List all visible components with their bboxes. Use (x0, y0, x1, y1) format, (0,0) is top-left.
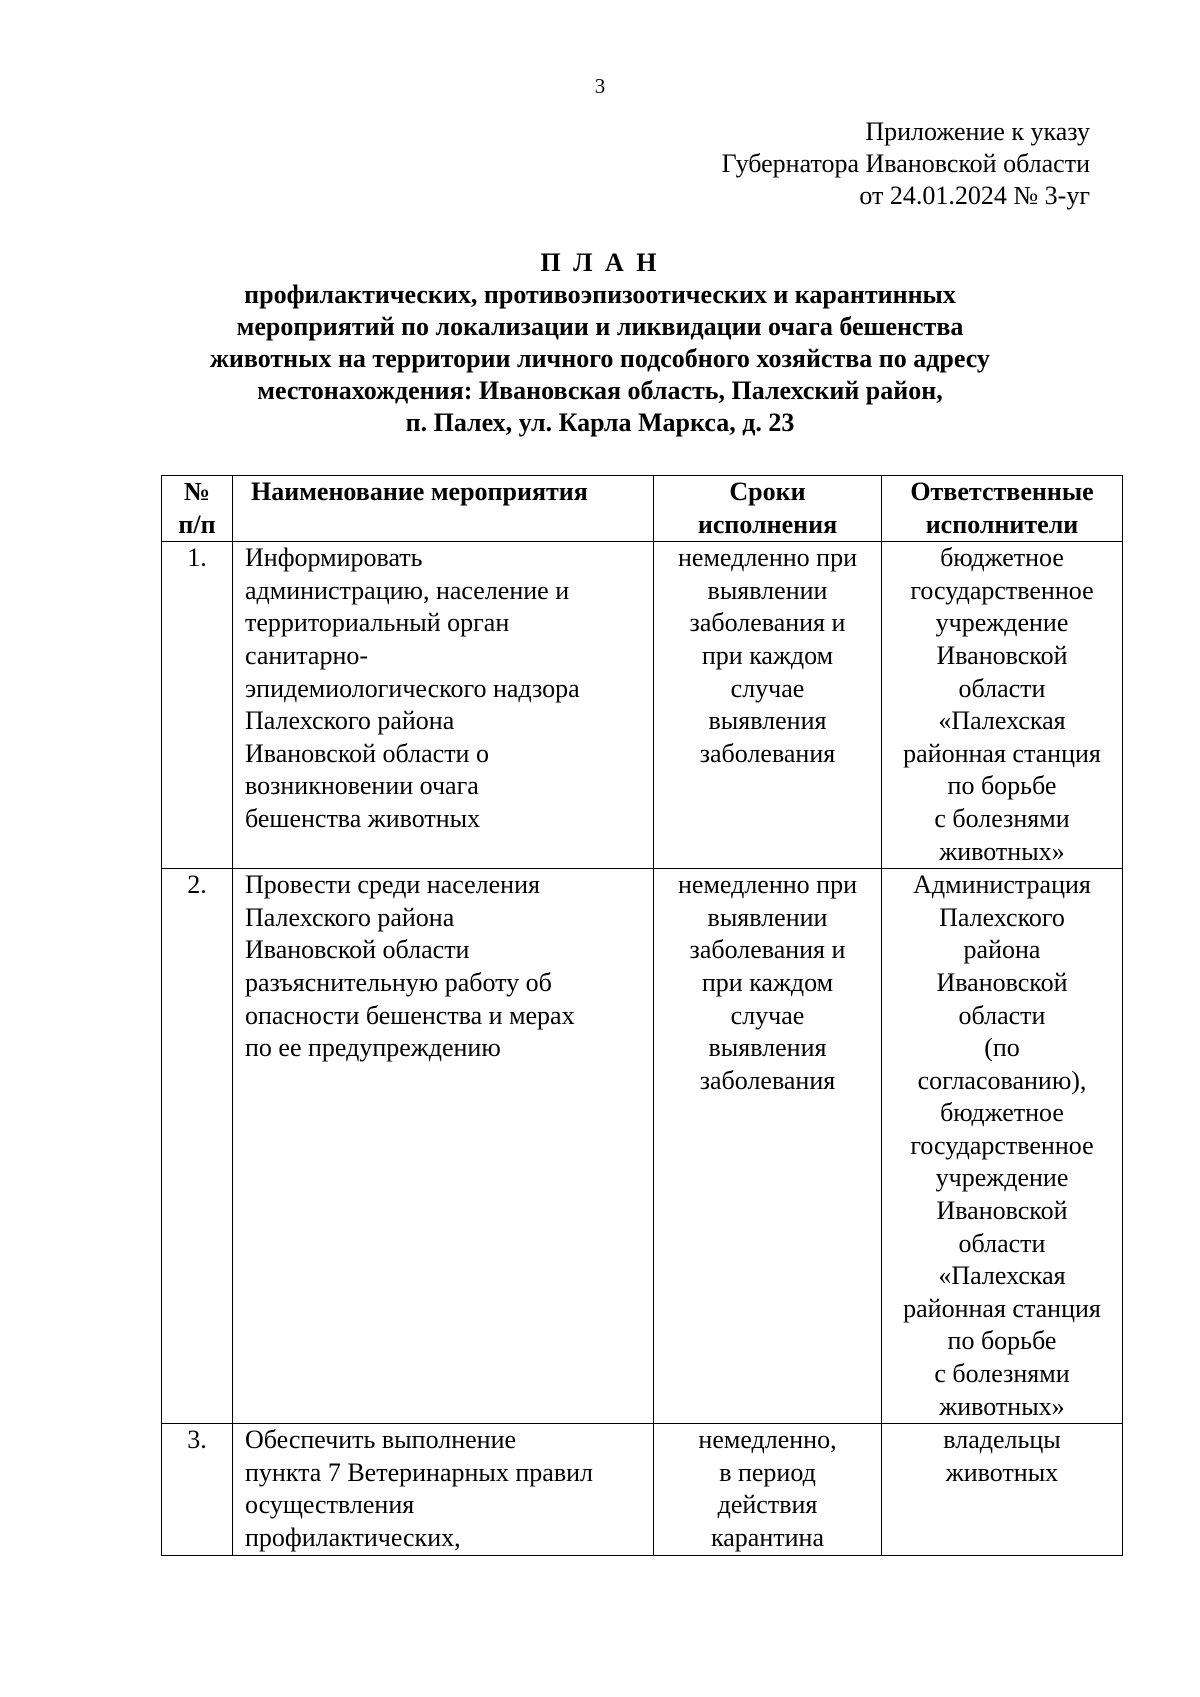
cell-line: № (183, 477, 211, 506)
plan-title: П Л А Н (540, 248, 660, 277)
cell-line: по борьбе (947, 771, 1057, 801)
cell-line: пункта 7 Ветеринарных правил (245, 1457, 593, 1487)
cell-line: п/п (178, 509, 216, 539)
cell-line: исполнения (697, 509, 838, 539)
cell-resp (882, 542, 1123, 869)
cell-line: заболевания (699, 738, 836, 768)
cell-line: разъяснительную работу об (245, 967, 552, 997)
cell-line: с болезнями (934, 1359, 1070, 1389)
cell-line: владельцы (943, 1425, 1061, 1455)
cell-line: животных» (939, 836, 1065, 866)
cell-num: 2. (162, 869, 233, 1424)
cell-line: Ивановской области (245, 935, 470, 965)
cell-line: карантина (711, 1523, 824, 1552)
cell-line: Сроки (729, 477, 806, 506)
cell-line: немедленно при (677, 870, 857, 900)
cell-line: животных (945, 1457, 1059, 1487)
cell-line: администрацию, население и (245, 575, 570, 605)
cell-line: Палехского (939, 902, 1065, 932)
appendix-line: от 24.01.2024 № 3-уг (859, 181, 1090, 210)
cell-line: профилактических, (245, 1523, 461, 1552)
cell-line: районная станция (903, 1293, 1101, 1323)
cell-line: эпидемиологического надзора (245, 673, 580, 703)
cell-line: районная станция (903, 738, 1101, 768)
cell-line: учреждение (935, 1163, 1069, 1193)
cell-line: выявления (708, 706, 827, 736)
appendix-block (722, 116, 1090, 212)
cell-line: выявления (708, 1033, 827, 1063)
plan-subtitle-line: профилактических, противоэпизоотических и карантинных (244, 280, 956, 309)
cell-line: немедленно при (677, 543, 857, 573)
cell-line: заболевания и (689, 608, 846, 638)
cell-line: при каждом (701, 967, 834, 997)
cell-line: по борьбе (947, 1326, 1057, 1356)
cell-line: Ивановской (936, 1196, 1068, 1226)
cell-term (654, 1424, 882, 1555)
table-row (162, 542, 1123, 869)
cell-resp (882, 869, 1123, 1424)
table-row (162, 869, 1123, 1424)
cell-line: заболевания и (689, 935, 846, 965)
cell-line: «Палехская (938, 1261, 1066, 1291)
cell-term (654, 869, 882, 1424)
plan-subtitle-line: животных на территории личного подсобного хозяйства по адресу (210, 344, 990, 373)
cell-line: при каждом (701, 640, 834, 670)
cell-line: (по (984, 1033, 1020, 1063)
cell-line: Ивановской (936, 640, 1068, 670)
cell-line: бюджетное (940, 543, 1064, 573)
cell-resp (882, 1424, 1123, 1555)
cell-line: Ивановской (936, 967, 1068, 997)
cell-line: Палехского района (245, 706, 455, 736)
cell-name (233, 1424, 654, 1555)
cell-name (233, 869, 654, 1424)
cell-line: немедленно, (698, 1425, 837, 1455)
plan-subtitle-line: мероприятий по локализации и ликвидации очага бешенства (236, 312, 964, 341)
cell-line: выявлении (707, 902, 828, 932)
cell-line: санитарно- (245, 640, 369, 670)
cell-line: района (963, 935, 1041, 965)
cell-line: Провести среди населения (245, 870, 540, 900)
cell-line: животных» (939, 1391, 1065, 1421)
cell-line: действия (717, 1490, 818, 1520)
cell-line: в период (719, 1457, 816, 1487)
cell-line: выявлении (707, 575, 828, 605)
cell-name (233, 542, 654, 869)
plan-heading (0, 247, 1200, 439)
appendix-line: Приложение к указу (865, 117, 1090, 146)
cell-line: территориальный орган (245, 608, 510, 638)
cell-line: Палехского района (245, 902, 455, 932)
cell-line: Информировать (245, 543, 423, 573)
cell-line: Обеспечить выполнение (245, 1425, 517, 1455)
cell-num: 3. (162, 1424, 233, 1555)
page-number: 3 (594, 74, 606, 98)
cell-line: бюджетное (940, 1098, 1064, 1128)
cell-line: бешенства животных (245, 803, 481, 833)
header-num (162, 476, 233, 542)
plan-subtitle-line: п. Палех, ул. Карла Маркса, д. 23 (405, 408, 795, 437)
cell-line: области (958, 673, 1046, 703)
cell-line: по ее предупреждению (245, 1033, 501, 1063)
cell-line: государственное (910, 575, 1094, 605)
cell-line: исполнители (925, 509, 1079, 539)
table-row (162, 1424, 1123, 1555)
cell-line: учреждение (935, 608, 1069, 638)
cell-line: Ответственные (910, 477, 1094, 506)
cell-line: Ивановской области о (245, 738, 489, 768)
cell-line: случае (730, 1000, 805, 1030)
appendix-line: Губернатора Ивановской области (721, 149, 1090, 178)
header-term (654, 476, 882, 542)
cell-line: возникновении очага (245, 771, 479, 801)
plan-table (161, 475, 1123, 1556)
header-resp (882, 476, 1123, 542)
cell-line: заболевания (699, 1065, 836, 1095)
cell-line: государственное (910, 1130, 1094, 1160)
cell-line: области (958, 1000, 1046, 1030)
plan-subtitle-line: местонахождения: Ивановская область, Палехский район, (257, 376, 943, 405)
cell-line: с болезнями (934, 803, 1070, 833)
cell-line: «Палехская (938, 706, 1066, 736)
table-header-row (162, 476, 1123, 542)
cell-line: осуществления (245, 1490, 415, 1520)
cell-line: области (958, 1228, 1046, 1258)
cell-line: Наименование мероприятия (251, 477, 588, 506)
cell-line: Администрация (913, 870, 1091, 900)
header-name (233, 476, 654, 542)
cell-line: согласованию), (917, 1065, 1087, 1095)
cell-line: опасности бешенства и мерах (245, 1000, 575, 1030)
cell-line: случае (730, 673, 805, 703)
cell-num: 1. (162, 542, 233, 869)
cell-term (654, 542, 882, 869)
